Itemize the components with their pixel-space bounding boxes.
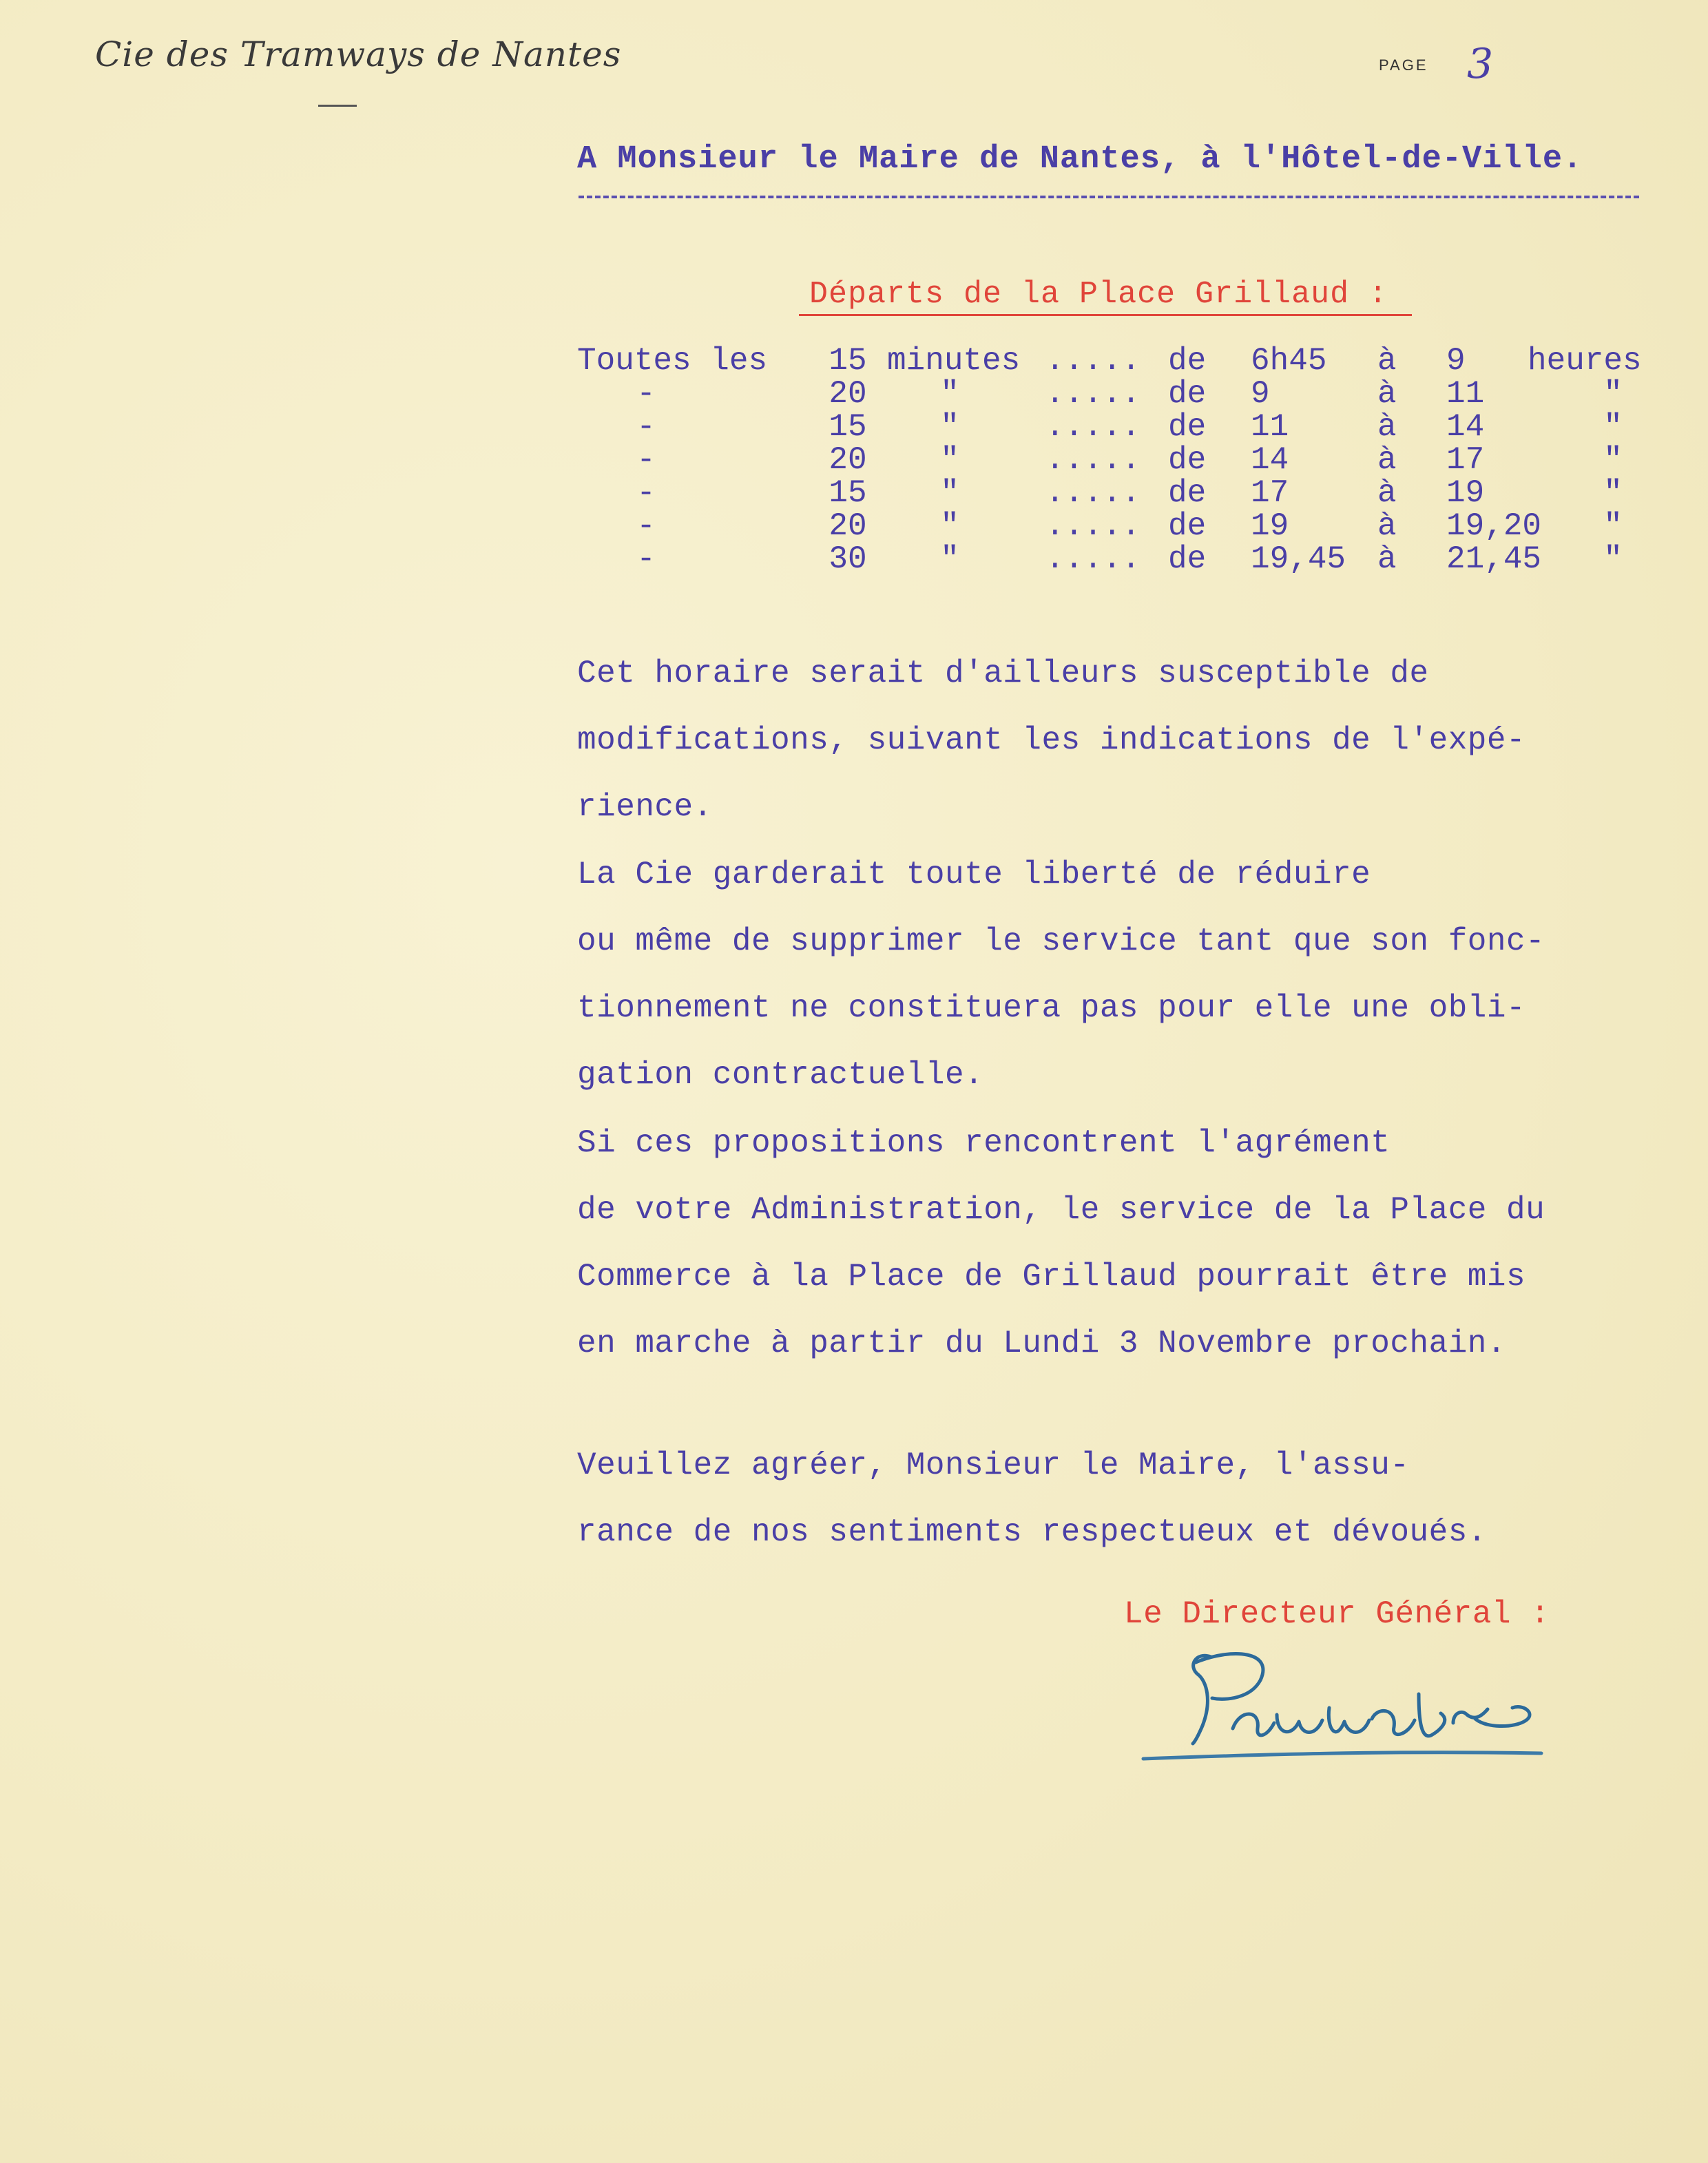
schedule-dash: - bbox=[636, 508, 656, 544]
schedule-from: 9 bbox=[1251, 376, 1270, 412]
schedule-from: 19,45 bbox=[1251, 541, 1346, 577]
schedule-ditto: " bbox=[940, 442, 959, 478]
schedule-hours: heures bbox=[1528, 343, 1642, 379]
schedule-ditto: " bbox=[1603, 442, 1623, 478]
schedule-ditto: " bbox=[1603, 475, 1623, 511]
schedule-ditto: " bbox=[940, 409, 959, 445]
schedule-to: 19,20 bbox=[1446, 508, 1542, 544]
schedule-ditto: " bbox=[1603, 409, 1623, 445]
schedule-to: 11 bbox=[1446, 376, 1485, 412]
schedule-dots: ..... bbox=[1045, 409, 1141, 445]
schedule-interval: 15 bbox=[829, 409, 867, 445]
schedule-dots: ..... bbox=[1045, 376, 1141, 412]
schedule-to: 19 bbox=[1446, 475, 1485, 511]
schedule-de: de bbox=[1168, 508, 1207, 544]
schedule-a: à bbox=[1377, 475, 1397, 511]
schedule-a: à bbox=[1377, 508, 1397, 544]
schedule-interval: 20 bbox=[829, 508, 867, 544]
schedule-ditto: " bbox=[940, 475, 959, 511]
schedule-lead: Toutes les bbox=[577, 343, 768, 379]
schedule-a: à bbox=[1377, 442, 1397, 478]
schedule-interval: 15 bbox=[829, 475, 867, 511]
schedule-dash: - bbox=[636, 376, 656, 412]
schedule-interval: 30 bbox=[829, 541, 867, 577]
schedule-dash: - bbox=[636, 541, 656, 577]
schedule-a: à bbox=[1377, 376, 1397, 412]
schedule-de: de bbox=[1168, 376, 1207, 412]
page-label: PAGE bbox=[1379, 56, 1428, 74]
schedule-interval: 20 bbox=[829, 376, 867, 412]
schedule-a: à bbox=[1377, 541, 1397, 577]
schedule-to: 14 bbox=[1446, 409, 1485, 445]
schedule-de: de bbox=[1168, 343, 1207, 379]
schedule-from: 17 bbox=[1251, 475, 1289, 511]
schedule-ditto: " bbox=[940, 376, 959, 412]
schedule-interval: 15 bbox=[829, 343, 867, 379]
schedule-dash: - bbox=[636, 475, 656, 511]
schedule-unit: minutes bbox=[887, 343, 1021, 379]
schedule-de: de bbox=[1168, 475, 1207, 511]
schedule-from: 14 bbox=[1251, 442, 1289, 478]
paragraph-proposal-start: Si ces propositions rencontrent l'agrément de votre Administration, le service de la Place du Commerce à la Place de Grillaud pourrait être mis en marche à partir du Lundi 3 Novembre prochain. bbox=[577, 1125, 1545, 1361]
schedule-ditto: " bbox=[1603, 508, 1623, 544]
schedule-a: à bbox=[1377, 343, 1397, 379]
schedule-ditto: " bbox=[940, 541, 959, 577]
schedule-to: 9 bbox=[1446, 343, 1466, 379]
schedule-to: 21,45 bbox=[1446, 541, 1542, 577]
schedule-to: 17 bbox=[1446, 442, 1485, 478]
address-underline bbox=[579, 196, 1639, 198]
schedule-dash: - bbox=[636, 442, 656, 478]
schedule-dots: ..... bbox=[1045, 343, 1141, 379]
schedule-dots: ..... bbox=[1045, 442, 1141, 478]
schedule-ditto: " bbox=[1603, 541, 1623, 577]
schedule-de: de bbox=[1168, 442, 1207, 478]
handwritten-signature bbox=[1129, 1632, 1556, 1777]
paragraph-closing-salutation: Veuillez agréer, Monsieur le Maire, l'assu- rance de nos sentiments respectueux et dévoués. bbox=[577, 1448, 1487, 1550]
schedule-ditto: " bbox=[1603, 376, 1623, 412]
paragraph-schedule-modifications: Cet horaire serait d'ailleurs susceptible de modifications, suivant les indications de l'expé- rience. bbox=[577, 656, 1526, 825]
recipient-address: A Monsieur le Maire de Nantes, à l'Hôtel-de-Ville. bbox=[577, 141, 1583, 178]
schedule-dash: - bbox=[636, 409, 656, 445]
schedule-from: 19 bbox=[1251, 508, 1289, 544]
company-letterhead: Cie des Tramways de Nantes bbox=[95, 34, 622, 74]
schedule-dots: ..... bbox=[1045, 475, 1141, 511]
departures-heading: Départs de la Place Grillaud : bbox=[809, 277, 1388, 312]
schedule-de: de bbox=[1168, 541, 1207, 577]
schedule-ditto: " bbox=[940, 508, 959, 544]
schedule-from: 6h45 bbox=[1251, 343, 1327, 379]
signature-title: Le Directeur Général : bbox=[1124, 1596, 1550, 1632]
schedule-a: à bbox=[1377, 409, 1397, 445]
letterhead-rule bbox=[318, 105, 357, 107]
schedule-dots: ..... bbox=[1045, 508, 1141, 544]
paragraph-company-liberty: La Cie garderait toute liberté de réduire ou même de supprimer le service tant que son fonc- tionnement ne constituera pas pour elle une obli- gation contractuelle. bbox=[577, 857, 1545, 1093]
schedule-dots: ..... bbox=[1045, 541, 1141, 577]
page-number: 3 bbox=[1467, 40, 1494, 88]
schedule-interval: 20 bbox=[829, 442, 867, 478]
schedule-from: 11 bbox=[1251, 409, 1289, 445]
schedule-de: de bbox=[1168, 409, 1207, 445]
departures-underline bbox=[799, 314, 1412, 316]
